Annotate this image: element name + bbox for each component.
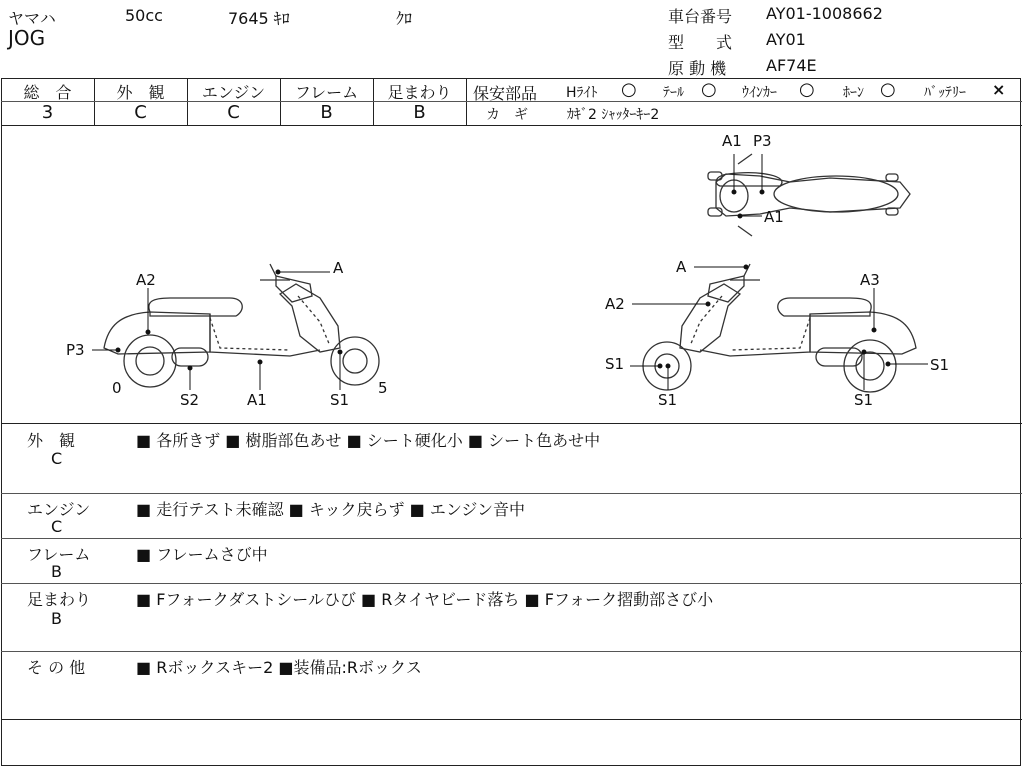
detail-suspension-notes: ■ Fフォークダストシールひび ■ Rタイヤビード落ち ■ Fフォーク摺動部さび小	[136, 590, 714, 609]
detail-suspension-label: 足まわり	[27, 590, 92, 609]
safety-tail-mark: ○	[701, 79, 717, 100]
grade-suspension-value: B	[413, 102, 426, 123]
safety-winker-mark: ○	[799, 79, 815, 100]
safety-horn: ﾎｰﾝ	[843, 85, 864, 101]
detail-frame-notes: ■ フレームさび中	[136, 545, 268, 564]
left-label-s2: S2	[180, 391, 200, 409]
grade-exterior-value: C	[134, 102, 147, 123]
right-label-a3: A3	[860, 271, 880, 289]
damage-diagram	[0, 126, 1022, 422]
left-label-a: A	[333, 259, 344, 277]
maker: ヤマハ	[8, 9, 56, 28]
top-label-a1: A1	[722, 132, 742, 150]
top-label-p3: P3	[753, 132, 772, 150]
grade-exterior-label: 外 観	[116, 83, 165, 102]
engine-label: 原 動 機	[668, 59, 727, 78]
grade-frame-value: B	[320, 102, 333, 123]
safety-horn-mark: ○	[880, 79, 896, 100]
safety-label: 保安部品	[473, 84, 538, 103]
detail-engine-grade: C	[51, 517, 63, 536]
detail-suspension-grade: B	[51, 609, 62, 628]
detail-exterior-grade: C	[51, 449, 63, 468]
left-label-a1: A1	[247, 391, 267, 409]
grade-engine-value: C	[227, 102, 240, 123]
left-label-5: 5	[378, 379, 388, 397]
engine-value: AF74E	[766, 56, 817, 75]
detail-frame-grade: B	[51, 562, 62, 581]
safety-battery-mark: ×	[992, 80, 1006, 99]
right-label-s1-muffler: S1	[930, 356, 950, 374]
right-label-a: A	[676, 258, 687, 276]
detail-engine-label: エンジン	[27, 500, 91, 519]
divider-diagram	[1, 423, 1022, 424]
detail-other-label: そ の 他	[27, 658, 86, 677]
safety-battery: ﾊﾞｯﾃﾘｰ	[924, 85, 966, 101]
safety-headlight: Hﾗｲﾄ	[566, 85, 598, 101]
type-label: 型 式	[668, 33, 733, 52]
left-label-a2: A2	[136, 271, 156, 289]
type-value: AY01	[766, 30, 806, 49]
grade-engine-label: エンジン	[201, 83, 266, 102]
frame-number-label: 車台番号	[668, 7, 733, 26]
frame-number: AY01-1008662	[766, 4, 883, 23]
top-label-a1-lower: A1	[764, 208, 784, 226]
right-label-a2: A2	[605, 295, 625, 313]
safety-winker: ｳｲﾝｶｰ	[742, 85, 777, 101]
scooter-top-view	[708, 154, 910, 236]
left-label-s1: S1	[330, 391, 350, 409]
grade-overall-value: 3	[41, 102, 54, 123]
safety-tail: ﾃｰﾙ	[663, 85, 684, 101]
model-name: JOG	[8, 26, 46, 50]
detail-other-notes: ■ Rボックスキー2 ■装備品:Rボックス	[136, 658, 422, 677]
detail-exterior-label: 外 観	[27, 431, 76, 450]
right-label-s1-front: S1	[605, 355, 625, 373]
key-label: カ ギ	[486, 107, 528, 123]
displacement: 50cc	[125, 6, 163, 25]
detail-frame-label: フレーム	[27, 545, 91, 564]
left-label-0: 0	[112, 379, 122, 397]
left-label-p3: P3	[66, 341, 85, 359]
detail-engine-notes: ■ 走行テスト未確認 ■ キック戻らず ■ エンジン音中	[136, 500, 526, 519]
safety-headlight-mark: ○	[621, 79, 637, 100]
grade-frame-label: フレーム	[294, 83, 359, 102]
grade-overall-label: 総 合	[23, 83, 72, 102]
right-label-s1-rear: S1	[854, 391, 874, 409]
grade-suspension-label: 足まわり	[387, 83, 452, 102]
right-label-s1-wheel: S1	[658, 391, 678, 409]
color: ｸﾛ	[396, 9, 413, 28]
detail-exterior-notes: ■ 各所きず ■ 樹脂部色あせ ■ シート硬化小 ■ シート色あせ中	[136, 431, 601, 450]
mileage: 7645 ｷﾛ	[228, 9, 290, 28]
key-value: ｶｷﾞ2 ｼｬｯﾀｰｷｰ2	[567, 107, 660, 123]
